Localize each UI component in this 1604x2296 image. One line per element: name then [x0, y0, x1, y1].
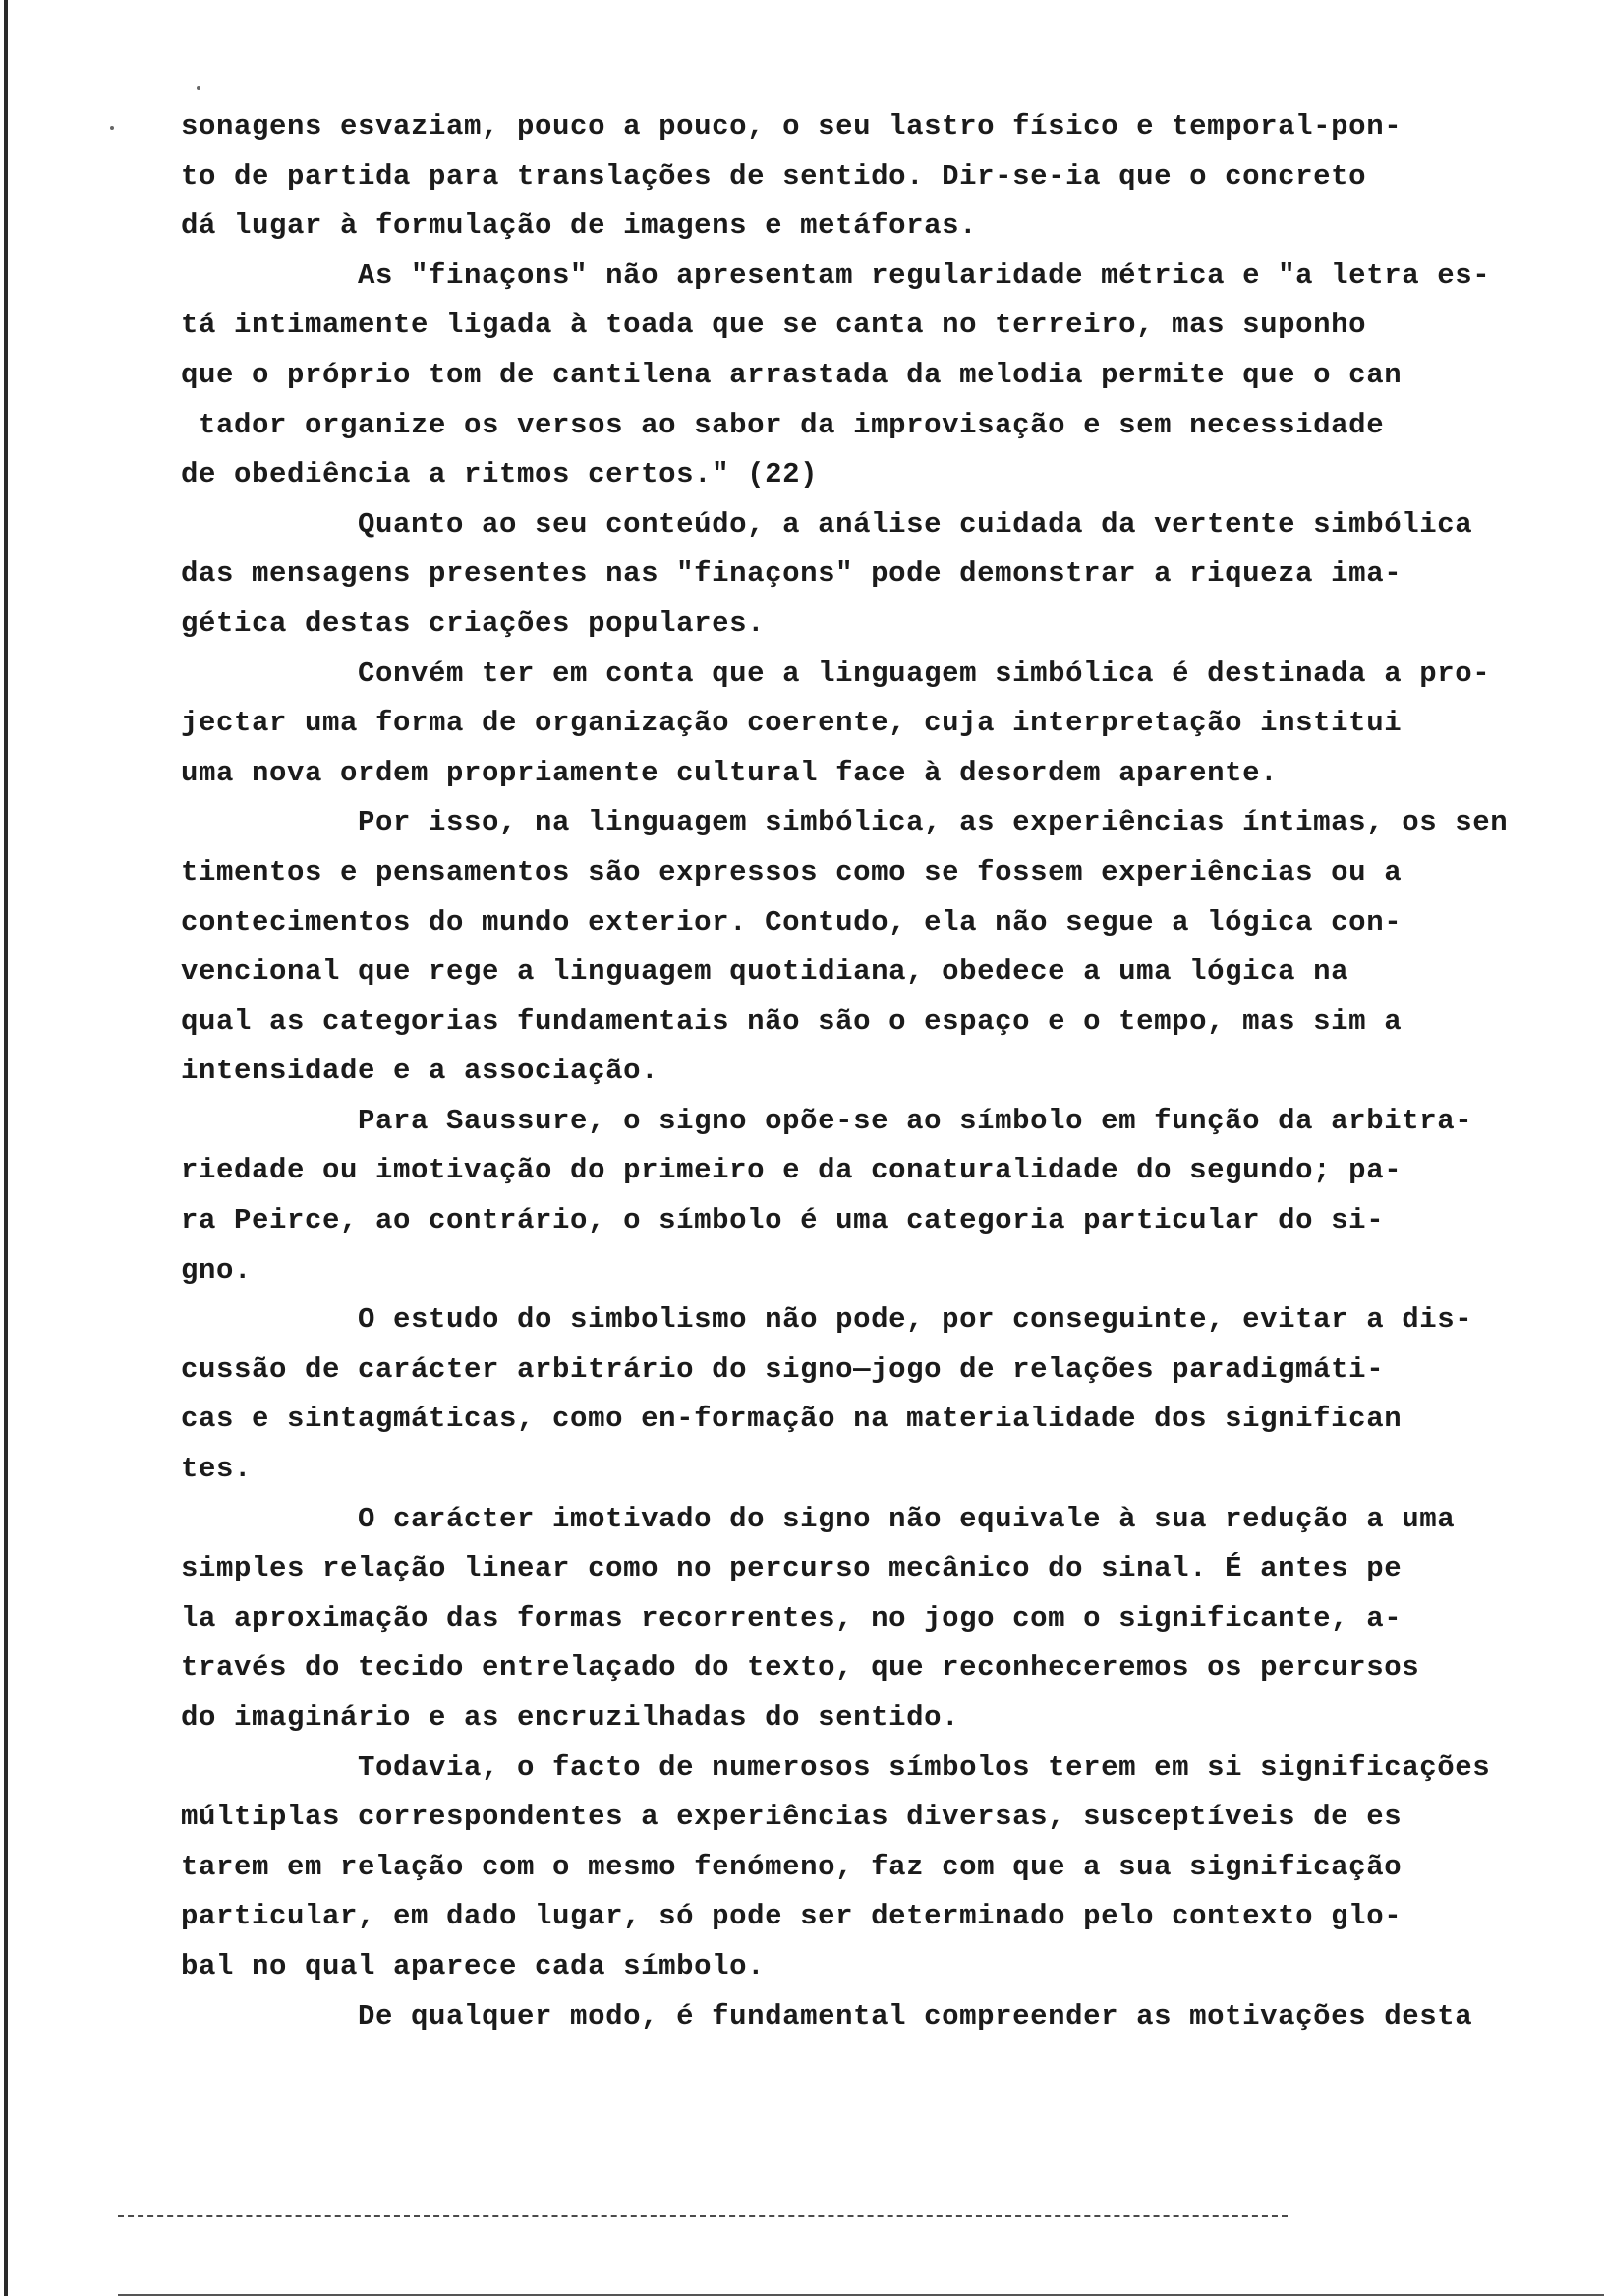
text-line: Todavia, o facto de numerosos símbolos terem em si significações: [181, 1751, 1491, 1784]
text-line: través do tecido entrelaçado do texto, que reconheceremos os percursos: [181, 1651, 1420, 1685]
text-line: Por isso, na linguagem simbólica, as experiências íntimas, os sen: [181, 806, 1509, 839]
text-line: tá intimamente ligada à toada que se canta no terreiro, mas suponho: [181, 309, 1367, 342]
text-line: vencional que rege a linguagem quotidiana, obedece a uma lógica na: [181, 955, 1349, 989]
text-line: tarem em relação com o mesmo fenómeno, faz com que a sua significação: [181, 1850, 1403, 1883]
scan-speck: [110, 126, 114, 130]
text-line: gno.: [181, 1253, 253, 1287]
page-edge-rule: [4, 0, 8, 2296]
text-line: particular, em dado lugar, só pode ser determinado pelo contexto glo-: [181, 1900, 1403, 1933]
footer-rule: [118, 2215, 1288, 2217]
text-line: dá lugar à formulação de imagens e metáforas.: [181, 209, 978, 243]
text-line: tador organize os versos ao sabor da improvisação e sem necessidade: [181, 408, 1385, 441]
text-line: intensidade e a associação.: [181, 1055, 659, 1088]
text-line: Para Saussure, o signo opõe-se ao símbolo em função da arbitra-: [181, 1104, 1473, 1137]
text-line: to de partida para translações de sentido. Dir-se-ia que o concreto: [181, 159, 1367, 193]
text-line: Quanto ao seu conteúdo, a análise cuidada da vertente simbólica: [181, 507, 1473, 541]
text-line: As "finaçons" não apresentam regularidade métrica e "a letra es-: [181, 258, 1491, 292]
text-line: riedade ou imotivação do primeiro e da conaturalidade do segundo; pa-: [181, 1154, 1403, 1187]
text-line: gética destas criações populares.: [181, 606, 766, 640]
text-line: múltiplas correspondentes a experiências diversas, susceptíveis de es: [181, 1801, 1403, 1834]
text-line: de obediência a ritmos certos." (22): [181, 458, 819, 491]
text-line: tes.: [181, 1453, 253, 1486]
text-line: cussão de carácter arbitrário do signo—jogo de relações paradigmáti-: [181, 1352, 1385, 1386]
text-line: O estudo do simbolismo não pode, por conseguinte, evitar a dis-: [181, 1303, 1473, 1337]
text-line: cas e sintagmáticas, como en-formação na materialidade dos significan: [181, 1403, 1403, 1436]
document-page: [181, 102, 1586, 2041]
text-line: uma nova ordem propriamente cultural face à desordem aparente.: [181, 756, 1279, 789]
text-line: das mensagens presentes nas "finaçons" pode demonstrar a riqueza ima-: [181, 557, 1403, 591]
text-line: timentos e pensamentos são expressos como se fossem experiências ou a: [181, 855, 1403, 889]
text-line: ra Peirce, ao contrário, o símbolo é uma categoria particular do si-: [181, 1204, 1385, 1237]
text-line: De qualquer modo, é fundamental compreender as motivações desta: [181, 1999, 1473, 2033]
text-line: sonagens esvaziam, pouco a pouco, o seu lastro físico e temporal-pon-: [181, 110, 1403, 143]
text-line: bal no qual aparece cada símbolo.: [181, 1949, 766, 1982]
text-line: contecimentos do mundo exterior. Contudo, ela não segue a lógica con-: [181, 905, 1403, 939]
scan-speck: [197, 86, 200, 90]
text-line: qual as categorias fundamentais não são o espaço e o tempo, mas sim a: [181, 1004, 1403, 1038]
text-line: que o próprio tom de cantilena arrastada da melodia permite que o can: [181, 358, 1403, 391]
text-line: do imaginário e as encruzilhadas do sentido.: [181, 1701, 960, 1734]
text-line: simples relação linear como no percurso mecânico do sinal. É antes pe: [181, 1552, 1403, 1585]
text-line: O carácter imotivado do signo não equivale à sua redução a uma: [181, 1502, 1456, 1535]
text-line: la aproximação das formas recorrentes, no jogo com o significante, a-: [181, 1601, 1403, 1635]
text-line: Convém ter em conta que a linguagem simbólica é destinada a pro-: [181, 657, 1491, 690]
text-line: jectar uma forma de organização coerente, cuja interpretação institui: [181, 707, 1403, 740]
